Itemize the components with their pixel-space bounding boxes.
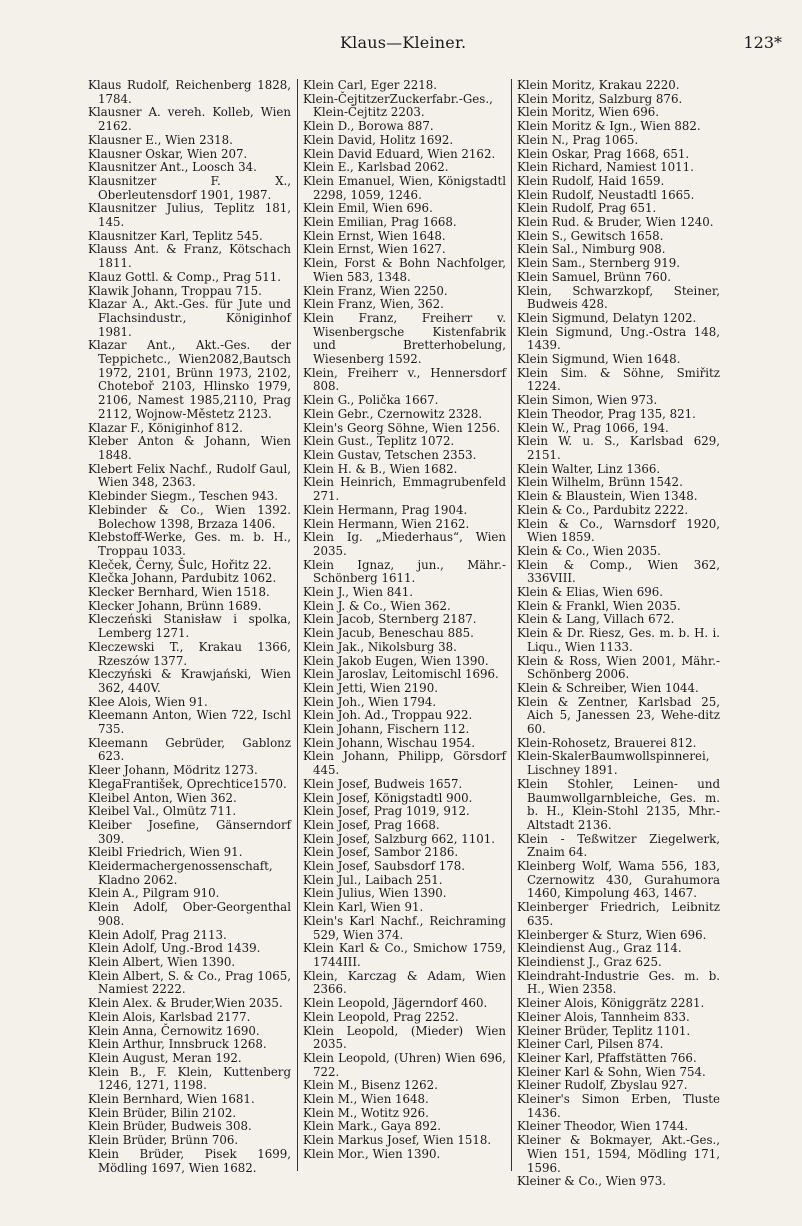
directory-entry: Klein Jak., Nikolsburg 38. bbox=[303, 639, 457, 654]
directory-entry: Klein & Ross, Wien 2001, Mähr.-Schönberg 2006. bbox=[517, 653, 720, 682]
directory-entry: Kleczeński Stanisław i spolka, Lemberg 1271. bbox=[88, 612, 291, 641]
directory-entry: Kleiner Alois, Tannheim 833. bbox=[517, 1009, 690, 1024]
directory-entry: Klein Sam., Sternberg 919. bbox=[517, 256, 681, 271]
directory-column-2 bbox=[303, 79, 506, 1162]
column-divider bbox=[511, 79, 512, 1171]
directory-entry: Klein David Eduard, Wien 2162. bbox=[303, 146, 496, 161]
directory-entry: Klein Franz, Freiherr v. Wisenbergsche Kistenfabrik und Bretterhobelung, Wiesenberg 1592. bbox=[303, 310, 506, 367]
directory-entry: Klein Ernst, Wien 1648. bbox=[303, 228, 446, 243]
page-header bbox=[0, 33, 802, 57]
directory-entry: Klein Bernhard, Wien 1681. bbox=[88, 1092, 255, 1107]
directory-entry: Klein Josef, Prag 1019, 912. bbox=[303, 804, 470, 819]
directory-entry: Kleiner Karl, Pfaffstätten 766. bbox=[517, 1050, 697, 1065]
directory-entry: Klein Leopold, (Uhren) Wien 696, 722. bbox=[303, 1050, 506, 1079]
directory-entry: Klein Jacub, Beneschau 885. bbox=[303, 626, 474, 641]
directory-entry: Klein Jakob Eugen, Wien 1390. bbox=[303, 653, 489, 668]
directory-entry: Klein Karl & Co., Smichow 1759, 1744III. bbox=[303, 941, 506, 969]
directory-entry: Klein & Lang, Villach 672. bbox=[517, 612, 675, 627]
directory-entry: Kleiner Theodor, Wien 1744. bbox=[517, 1119, 689, 1134]
directory-entry: Klein Oskar, Prag 1668, 651. bbox=[517, 146, 690, 161]
directory-entry: Klein Carl, Eger 2218. bbox=[303, 78, 437, 92]
directory-entry: Klein, Forst & Bohn Nachfolger, Wien 583, 1348. bbox=[303, 256, 506, 284]
directory-entry: Kleček, Černy, Šulc, Hořitz 22. bbox=[88, 557, 272, 572]
directory-entry: Klein Ernst, Wien 1627. bbox=[303, 242, 446, 257]
directory-entry: Klein & Co., Wien 2035. bbox=[517, 543, 661, 558]
directory-entry: Klein Sigmund, Ung.-Ostra 148, 1439. bbox=[517, 324, 720, 353]
directory-entry: Kleindienst Aug., Graz 114. bbox=[517, 941, 682, 956]
directory-entry: Klein M., Bisenz 1262. bbox=[303, 1078, 438, 1093]
directory-entry: Klein Hermann, Prag 1904. bbox=[303, 502, 468, 517]
directory-entry: Klein Josef, Budweis 1657. bbox=[303, 776, 463, 791]
directory-entry: Klein Jetti, Wien 2190. bbox=[303, 680, 438, 695]
directory-entry: Klein Heinrich, Emmagrubenfeld 271. bbox=[303, 475, 506, 504]
directory-entry: Klein Moritz, Krakau 2220. bbox=[517, 78, 680, 92]
directory-entry: Klein Adolf, Prag 2113. bbox=[88, 927, 227, 942]
directory-entry: Klein Moritz & Ign., Wien 882. bbox=[517, 119, 701, 134]
directory-entry: Klein N., Prag 1065. bbox=[517, 132, 639, 147]
directory-entry: Klein & Schreiber, Wien 1044. bbox=[517, 680, 699, 695]
directory-entry: Kleiner & Co., Wien 973. bbox=[517, 1174, 667, 1189]
directory-entry: Klein A., Pilgram 910. bbox=[88, 886, 220, 901]
directory-entry: Klein Josef, Königstadtl 900. bbox=[303, 790, 473, 805]
directory-entry: Klein J. & Co., Wien 362. bbox=[303, 598, 451, 613]
directory-entry: Klein W., Prag 1066, 194. bbox=[517, 420, 669, 435]
directory-entry: Kleiner & Bokmayer, Akt.-Ges., Wien 151, 1594, Mödling 171, 1596. bbox=[517, 1133, 720, 1175]
directory-entry: Klein Rud. & Bruder, Wien 1240. bbox=[517, 215, 714, 230]
directory-entry: Kleer Johann, Mödritz 1273. bbox=[88, 763, 258, 778]
directory-entry: Klein Franz, Wien, 362. bbox=[303, 297, 444, 312]
directory-entry: Klauz Gottl. & Comp., Prag 511. bbox=[88, 269, 282, 284]
directory-entry: Klein's Georg Söhne, Wien 1256. bbox=[303, 420, 501, 435]
directory-entry: Klein W. u. S., Karlsbad 629, 2151. bbox=[517, 434, 720, 462]
page-title: Klaus—Kleiner. bbox=[340, 33, 467, 52]
directory-entry: Klein Rudolf, Haid 1659. bbox=[517, 173, 665, 188]
directory-entry: Kleibel Val., Olmütz 711. bbox=[88, 804, 237, 819]
directory-entry: Klecker Bernhard, Wien 1518. bbox=[88, 585, 270, 600]
directory-entry: Klein Franz, Wien 2250. bbox=[303, 283, 448, 298]
directory-entry: Kleindienst J., Graz 625. bbox=[517, 955, 662, 969]
directory-entry: Klein Mark., Gaya 892. bbox=[303, 1119, 442, 1134]
directory-entry: Klein Joh. Ad., Troppau 922. bbox=[303, 708, 473, 723]
directory-entry: Klein Mor., Wien 1390. bbox=[303, 1146, 441, 1161]
directory-entry: Klein Leopold, Jägerndorf 460. bbox=[303, 996, 488, 1011]
directory-entry: Kleiner Rudolf, Zbyslau 927. bbox=[517, 1078, 688, 1093]
directory-entry: Kleiner's Simon Erben, Tluste 1436. bbox=[517, 1092, 720, 1120]
directory-entry: Klein Leopold, Prag 2252. bbox=[303, 1009, 459, 1024]
directory-entry: Klein Samuel, Brünn 760. bbox=[517, 269, 671, 284]
directory-entry: Klausner A. vereh. Kolleb, Wien 2162. bbox=[88, 105, 291, 134]
directory-entry: Klebert Felix Nachf., Rudolf Gaul, Wien 348, 2363. bbox=[88, 461, 291, 490]
directory-entry: Klein Brüder, Bilin 2102. bbox=[88, 1105, 237, 1120]
directory-entry: Klein & Co., Pardubitz 2222. bbox=[517, 502, 689, 517]
directory-entry: Klein Adolf, Ung.-Brod 1439. bbox=[88, 941, 261, 956]
directory-entry: Klazar A., Akt.-Ges. für Jute und Flachsindustr., Königinhof 1981. bbox=[88, 297, 291, 339]
directory-entry: Klein Leopold, (Mieder) Wien 2035. bbox=[303, 1023, 506, 1052]
column-divider bbox=[297, 79, 298, 1171]
directory-entry: Kleiber Josefine, Gänserndorf 309. bbox=[88, 817, 291, 846]
directory-entry: Klein Gust., Teplitz 1072. bbox=[303, 434, 455, 449]
directory-entry: Klein M., Wotitz 926. bbox=[303, 1105, 429, 1120]
page-number: 123* bbox=[743, 33, 782, 52]
directory-entry: Kleinberger Friedrich, Leibnitz 635. bbox=[517, 900, 720, 928]
directory-entry: Klein Albert, Wien 1390. bbox=[88, 955, 236, 969]
directory-entry: Klein Johann, Fischern 112. bbox=[303, 722, 470, 737]
directory-entry: Klein & Dr. Riesz, Ges. m. b. H. i. Liqu., Wien 1133. bbox=[517, 626, 720, 654]
directory-entry: Klein Johann, Wischau 1954. bbox=[303, 735, 475, 750]
directory-entry: Klein Rudolf, Neustadtl 1665. bbox=[517, 187, 695, 202]
directory-entry: Klein & Comp., Wien 362, 336VIII. bbox=[517, 557, 720, 586]
directory-column-3 bbox=[517, 79, 720, 1189]
directory-entry: Klein Walter, Linz 1366. bbox=[517, 461, 661, 476]
directory-entry: Klein Richard, Namiest 1011. bbox=[517, 160, 694, 175]
directory-entry: Klein Josef, Saubsdorf 178. bbox=[303, 859, 465, 874]
directory-entry: Klein Moritz, Wien 696. bbox=[517, 105, 660, 120]
directory-entry: Klebinder & Co., Wien 1392. Bolechow 1398, Brzaza 1406. bbox=[88, 502, 291, 531]
directory-entry: Klein David, Holitz 1692. bbox=[303, 132, 454, 147]
directory-entry: Kleemann Anton, Wien 722, Ischl 735. bbox=[88, 708, 291, 737]
directory-entry: Kleber Anton & Johann, Wien 1848. bbox=[88, 434, 291, 462]
directory-entry: Kleinberger & Sturz, Wien 696. bbox=[517, 927, 707, 942]
directory-entry: Klein & Frankl, Wien 2035. bbox=[517, 598, 681, 613]
directory-entry: Kleiner Brüder, Teplitz 1101. bbox=[517, 1023, 691, 1038]
directory-entry: Klausner Oskar, Wien 207. bbox=[88, 146, 248, 161]
directory-column-1 bbox=[88, 79, 291, 1175]
directory-entry: Klein Gebr., Czernowitz 2328. bbox=[303, 406, 483, 421]
directory-entry: Klausnitzer Karl, Teplitz 545. bbox=[88, 228, 263, 243]
directory-entry: Klazar F., Königinhof 812. bbox=[88, 420, 243, 435]
directory-entry: Klausnitzer Ant., Loosch 34. bbox=[88, 160, 257, 175]
directory-entry: Klein Johann, Philipp, Görsdorf 445. bbox=[303, 749, 506, 778]
directory-entry: Klein & Co., Warnsdorf 1920, Wien 1859. bbox=[517, 516, 720, 545]
directory-entry: Klein Jaroslav, Leitomischl 1696. bbox=[303, 667, 499, 682]
directory-entry: Klee Alois, Wien 91. bbox=[88, 694, 208, 709]
directory-entry: Klein Brüder, Brünn 706. bbox=[88, 1133, 239, 1148]
directory-entry: Klecker Johann, Brünn 1689. bbox=[88, 598, 262, 613]
directory-entry: Klein Josef, Sambor 2186. bbox=[303, 845, 459, 860]
directory-entry: Klausnitzer F. X., Oberleutensdorf 1901, 1987. bbox=[88, 173, 291, 202]
directory-entry: Klein, Freiherr v., Hennersdorf 808. bbox=[303, 365, 506, 394]
directory-entry: Klein-ČejtitzerZuckerfabr.-Ges., Klein-Čejtitz 2203. bbox=[303, 91, 493, 120]
directory-entry: Klein Sim. & Söhne, Smiřitz 1224. bbox=[517, 365, 720, 394]
directory-entry: Klein & Elias, Wien 696. bbox=[517, 585, 663, 600]
directory-entry: Kleczewski T., Krakau 1366, Rzeszów 1377. bbox=[88, 639, 291, 668]
directory-entry: Klein Emil, Wien 696. bbox=[303, 201, 433, 216]
directory-entry: Kleiner Karl & Sohn, Wien 754. bbox=[517, 1064, 706, 1079]
directory-entry: Kleindraht-Industrie Ges. m. b. H., Wien 2358. bbox=[517, 968, 720, 997]
directory-entry: Klein H. & B., Wien 1682. bbox=[303, 461, 458, 476]
directory-entry: Kleiner Alois, Königgrätz 2281. bbox=[517, 996, 705, 1011]
directory-entry: Klein & Blaustein, Wien 1348. bbox=[517, 489, 698, 504]
directory-entry: Klein Alex. & Bruder,Wien 2035. bbox=[88, 996, 283, 1011]
directory-entry: Kleczyński & Krawjański, Wien 362, 440V. bbox=[88, 667, 291, 695]
directory-entry: Klečka Johann, Pardubitz 1062. bbox=[88, 571, 277, 586]
directory-entry: Klein Ig. „Miederhaus“, Wien 2035. bbox=[303, 530, 506, 558]
directory-entry: Klausner E., Wien 2318. bbox=[88, 132, 233, 147]
directory-entry: Kleibl Friedrich, Wien 91. bbox=[88, 845, 243, 860]
directory-entry: Klein M., Wien 1648. bbox=[303, 1092, 429, 1107]
directory-entry: Klauss Ant. & Franz, Kötschach 1811. bbox=[88, 242, 291, 271]
directory-entry: Klein J., Wien 841. bbox=[303, 585, 414, 600]
directory-entry: Kleemann Gebrüder, Gablonz 623. bbox=[88, 735, 291, 764]
directory-entry: Klein - Teßwitzer Ziegelwerk, Znaim 64. bbox=[517, 831, 720, 860]
directory-entry: Klein Josef, Prag 1668. bbox=[303, 817, 440, 832]
directory-entry: Klein Adolf, Ober-Georgenthal 908. bbox=[88, 900, 291, 928]
directory-entry: Klein Moritz, Salzburg 876. bbox=[517, 91, 683, 106]
directory-entry: Kleinberg Wolf, Wama 556, 183, Czernowitz 430, Gurahumora 1460, Kimpolung 463, 1467. bbox=[517, 859, 720, 901]
directory-entry: Kleiner Carl, Pilsen 874. bbox=[517, 1037, 664, 1052]
directory-entry: Klein Joh., Wien 1794. bbox=[303, 694, 437, 709]
directory-entry: Klein Markus Josef, Wien 1518. bbox=[303, 1133, 492, 1148]
directory-entry: Klein Anna, Černowitz 1690. bbox=[88, 1023, 260, 1038]
directory-entry: Klein Wilhelm, Brünn 1542. bbox=[517, 475, 683, 490]
directory-entry: Klein B., F. Klein, Kuttenberg 1246, 1271, 1198. bbox=[88, 1064, 291, 1093]
directory-entry: Klein Gustav, Tetschen 2353. bbox=[303, 447, 477, 462]
directory-entry: Klein Sigmund, Delatyn 1202. bbox=[517, 310, 697, 325]
directory-entry: Klaus Rudolf, Reichenberg 1828, 1784. bbox=[88, 78, 291, 106]
directory-entry: Klein Brüder, Budweis 308. bbox=[88, 1119, 252, 1134]
directory-entry: Klein Stohler, Leinen- und Baumwollgarnbleiche, Ges. m. b. H., Klein-Stohl 2135, Mhr.-Altstadt 2136. bbox=[517, 776, 720, 832]
directory-entry: Klein Albert, S. & Co., Prag 1065, Namiest 2222. bbox=[88, 968, 291, 997]
directory-entry: Klein Brüder, Pisek 1699, Mödling 1697, Wien 1682. bbox=[88, 1146, 291, 1175]
directory-entry: Klein Sal., Nimburg 908. bbox=[517, 242, 666, 257]
directory-entry: Klein Josef, Salzburg 662, 1101. bbox=[303, 831, 495, 846]
directory-entry: Klein G., Polička 1667. bbox=[303, 393, 439, 408]
directory-entry: Klein Julius, Wien 1390. bbox=[303, 886, 447, 901]
directory-entry: Klein Alois, Karlsbad 2177. bbox=[88, 1009, 251, 1024]
directory-entry: Klebstoff-Werke, Ges. m. b. H., Troppau 1033. bbox=[88, 530, 291, 558]
directory-entry: KlegaFrantišek, Oprechtice1570. bbox=[88, 776, 287, 791]
directory-entry: Klebinder Siegm., Teschen 943. bbox=[88, 489, 279, 504]
directory-entry: Klawik Johann, Troppau 715. bbox=[88, 283, 262, 298]
directory-entry: Klein Theodor, Prag 135, 821. bbox=[517, 406, 696, 421]
directory-entry: Klein Sigmund, Wien 1648. bbox=[517, 352, 681, 367]
directory-entry: Kleibel Anton, Wien 362. bbox=[88, 790, 237, 805]
directory-entry: Klein Hermann, Wien 2162. bbox=[303, 516, 470, 531]
directory-entry: Klazar Ant., Akt.-Ges. der Teppichetc., Wien2082,Bautsch 1972, 2101, Brünn 1973, 2102, Choteboř 2103, Hlinsko 1979, 2106, Namest 1985,2110, Prag 2112, Wojnow-Městetz 2123. bbox=[88, 338, 291, 421]
directory-entry: Klein D., Borowa 887. bbox=[303, 119, 434, 134]
directory-entry: Klein S., Gewitsch 1658. bbox=[517, 228, 664, 243]
directory-entry: Klein Rudolf, Prag 651. bbox=[517, 201, 657, 216]
directory-entry: Klein, Schwarzkopf, Steiner, Budweis 428. bbox=[517, 283, 720, 312]
directory-entry: Klein Jul., Laibach 251. bbox=[303, 872, 443, 887]
directory-entry: Klein Simon, Wien 973. bbox=[517, 393, 658, 408]
directory-entry: Klein, Karczag & Adam, Wien 2366. bbox=[303, 968, 506, 997]
directory-entry: Klein Arthur, Innsbruck 1268. bbox=[88, 1037, 267, 1052]
directory-entry: Klein & Zentner, Karlsbad 25, Aich 5, Janessen 23, Wehe-ditz 60. bbox=[517, 694, 720, 737]
directory-entry: Klein August, Meran 192. bbox=[88, 1050, 242, 1065]
directory-entry: Klein Ignaz, jun., Mähr.-Schönberg 1611. bbox=[303, 557, 506, 586]
directory-entry: Klein E., Karlsbad 2062. bbox=[303, 160, 449, 175]
directory-entry: Klein Emanuel, Wien, Königstadtl 2298, 1059, 1246. bbox=[303, 173, 506, 202]
directory-entry: Kleidermachergenossenschaft, Kladno 2062. bbox=[88, 859, 273, 887]
directory-entry: Klein Jacob, Sternberg 2187. bbox=[303, 612, 477, 627]
directory-entry: Klein Emilian, Prag 1668. bbox=[303, 215, 457, 230]
directory-entry: Klausnitzer Julius, Teplitz 181, 145. bbox=[88, 201, 291, 230]
directory-entry: Klein Karl, Wien 91. bbox=[303, 900, 424, 915]
directory-entry: Klein-Rohosetz, Brauerei 812. bbox=[517, 735, 697, 750]
directory-entry: Klein's Karl Nachf., Reichraming 529, Wien 374. bbox=[303, 913, 506, 942]
directory-entry: Klein-SkalerBaumwollspinnerei, Lischney 1891. bbox=[517, 749, 710, 778]
